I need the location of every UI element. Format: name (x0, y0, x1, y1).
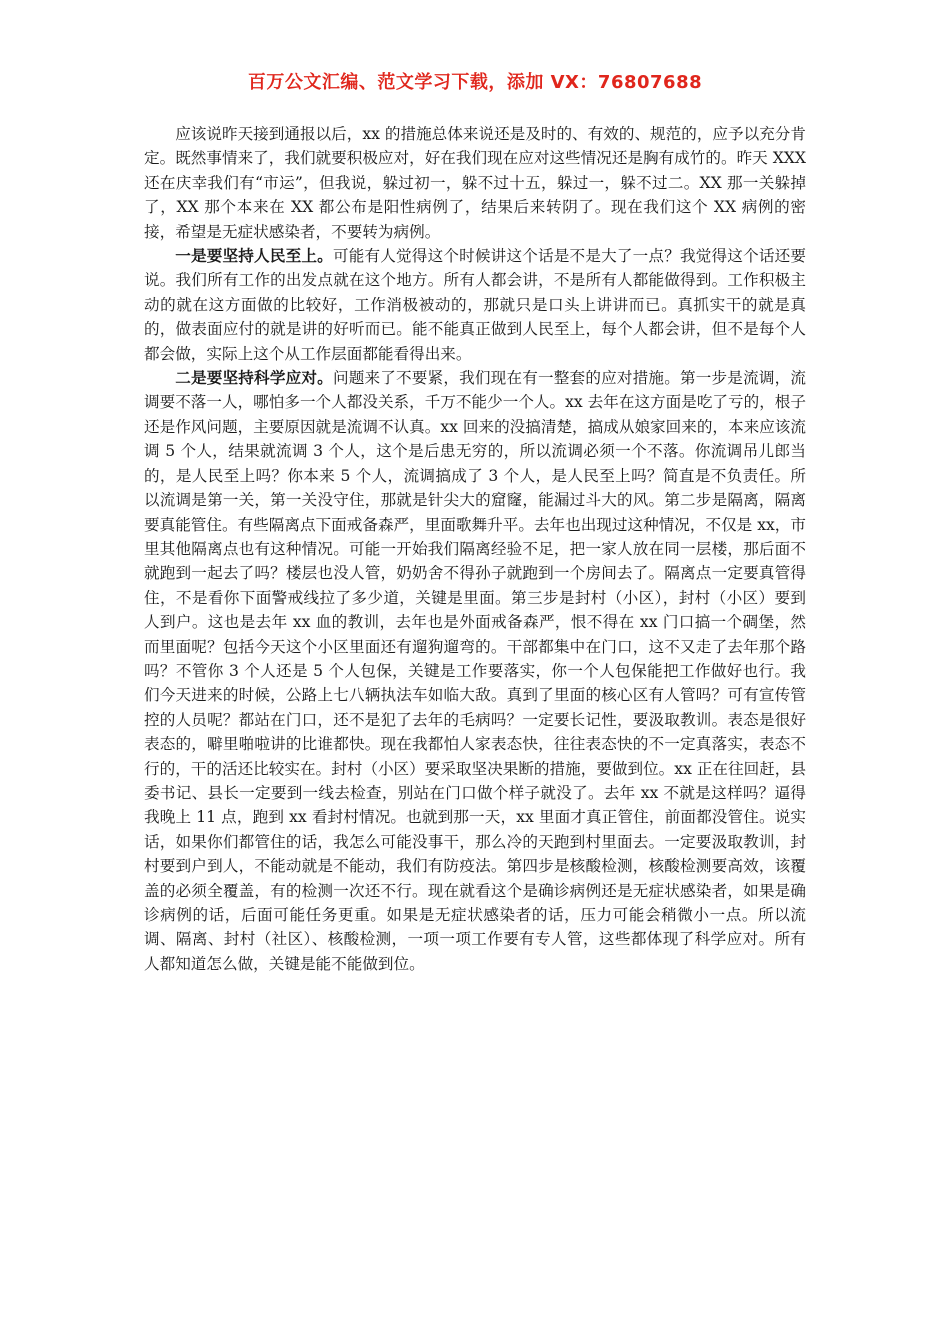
paragraph-text-people-first: 可能有人觉得这个时候讲这个话是不是大了一点？我觉得这个话还要说。我们所有工作的出发点就在这个地方。所有人都会讲，不是所有人都能做得到。工作积极主动的就在这方面做的比较好，工作消极被动的，那就只是口头上讲讲而已。真抓实干的就是真的，做表面应付的就是讲的好听而已。能不能真正做到人民至上，每个人都会讲，但不是每个人都会做，实际上这个从工作层面都能看得出来。 (144, 247, 806, 363)
paragraph-heading-people-first: 一是要坚持人民至上。 (175, 246, 333, 266)
paragraph-scientific-response (144, 366, 806, 976)
document-body (144, 122, 806, 976)
paragraph-text-scientific-response: 问题来了不要紧，我们现在有一整套的应对措施。第一步是流调，流调要不落一人，哪怕多一个人都没关系，千万不能少一个人。xx 去年在这方面是吃了亏的，根子还是作风问题，主要原因就是流调不认真。xx 回来的没搞清楚，搞成从娘家回来的，本来应该流调 5 个人，结果就流调 3 个人，这个是后患无穷的，所以流调必须一个不落。你流调吊儿郎当的，是人民至上吗？你本来 5 个人，流调搞成了 3 个人，是人民至上吗？简直是不负责任。所以流调是第一关，第一关没守住，那就是针尖大的窟窿，能漏过斗大的风。第二步是隔离，隔离要真能管住。有些隔离点下面戒备森严，里面歌舞升平。去年也出现过这种情况，不仅是 xx，市里其他隔离点也有这种情况。可能一开始我们隔离经验不足，把一家人放在同一层楼，那后面不就跑到一起去了吗？楼层也没人管，奶奶舍不得孙子就跑到一个房间去了。隔离点一定要真管得住，不是看你下面警戒线拉了多少道，关键是里面。第三步是封村（小区），封村（小区）要到人到户。这也是去年 xx 血的教训，去年也是外面戒备森严，恨不得在 xx 门口搞一个碉堡，然而里面呢？包括今天这个小区里面还有遛狗遛弯的。干部都集中在门口，这不又走了去年那个路吗？不管你 3 个人还是 5 个人包保，关键是工作要落实，你一个人包保能把工作做好也行。我们今天进来的时候，公路上七八辆执法车如临大敌。真到了里面的核心区有人管吗？可有宣传管控的人员呢？都站在门口，还不是犯了去年的毛病吗？一定要长记性，要汲取教训。表态是很好表态的，噼里啪啦讲的比谁都快。现在我都怕人家表态快，往往表态快的不一定真落实，表态不行的，干的活还比较实在。封村（小区）要采取坚决果断的措施，要做到位。xx 正在往回赶，县委书记、县长一定要到一线去检查，别站在门口做个样子就没了。去年 xx 不就是这样吗？逼得我晚上 11 点，跑到 xx 看封村情况。也就到那一天，xx 里面才真正管住，前面都没管住。说实话，如果你们都管住的话，我怎么可能没事干，那么冷的天跑到村里面去。一定要汲取教训，封村要到户到人，不能动就是不能动，我们有防疫法。第四步是核酸检测，核酸检测要高效，该覆盖的必须全覆盖，有的检测一次还不行。现在就看这个是确诊病例还是无症状感染者，如果是确诊病例的话，后面可能任务更重。如果是无症状感染者的话，压力可能会稍微小一点。所以流调、隔离、封村（社区）、核酸检测，一项一项工作要有专人管，这些都体现了科学应对。所有人都知道怎么做，关键是能不能做到位。 (144, 369, 806, 973)
paragraph-people-first (144, 244, 806, 366)
paragraph-heading-scientific-response: 二是要坚持科学应对。 (175, 368, 333, 388)
paragraph-intro: 应该说昨天接到通报以后，xx 的措施总体来说还是及时的、有效的、规范的，应予以充分肯定。既然事情来了，我们就要积极应对，好在我们现在应对这些情况还是胸有成竹的。昨天 XXX 还在庆幸我们有“市运”，但我说，躲过初一，躲不过十五，躲过一，躲不过二。XX 那一关躲掉了，XX 那个本来在 XX 都公布是阳性病例了，结果后来转阴了。现在我们这个 XX 病例的密接，希望是无症状感染者，不要转为病例。 (144, 125, 807, 241)
header-banner: 百万公文汇编、范文学习下载，添加 VX：76807688 (247, 72, 703, 93)
